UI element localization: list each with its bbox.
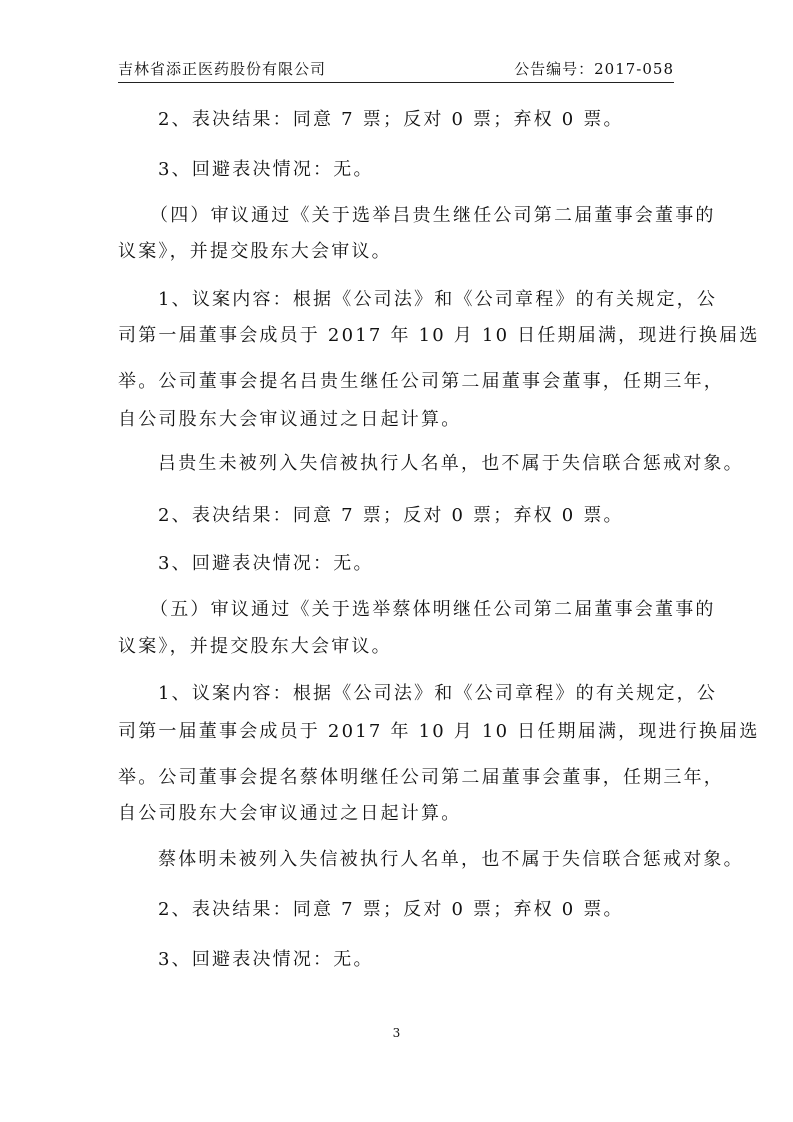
credit-status-line: 吕贵生未被列入失信被执行人名单，也不属于失信联合惩戒对象。 xyxy=(158,453,744,474)
proposal-content-line: 自公司股东大会审议通过之日起计算。 xyxy=(118,409,462,430)
announcement-number: 公告编号：2017-058 xyxy=(514,60,674,78)
proposal-content-line: 举。公司董事会提名蔡体明继任公司第二届董事会董事，任期三年， xyxy=(118,767,724,788)
proposal-content-line: 举。公司董事会提名吕贵生继任公司第二届董事会董事，任期三年， xyxy=(118,371,724,392)
section-heading-4: （四）审议通过《关于选举吕贵生继任公司第二届董事会董事的 xyxy=(150,205,716,226)
recusal-line: 3、回避表决情况：无。 xyxy=(158,553,374,574)
company-name: 吉林省添正医药股份有限公司 xyxy=(118,60,327,78)
vote-result-line: 2、表决结果：同意 7 票；反对 0 票；弃权 0 票。 xyxy=(158,109,624,130)
proposal-content-line: 司第一届董事会成员于 2017 年 10 月 10 日任期届满，现进行换届选 xyxy=(118,721,760,742)
vote-result-line: 2、表决结果：同意 7 票；反对 0 票；弃权 0 票。 xyxy=(158,505,624,526)
recusal-line: 3、回避表决情况：无。 xyxy=(158,159,374,180)
vote-result-line: 2、表决结果：同意 7 票；反对 0 票；弃权 0 票。 xyxy=(158,899,624,920)
section-heading-5-cont: 议案》，并提交股东大会审议。 xyxy=(118,636,392,657)
page-header xyxy=(118,56,674,83)
proposal-content-line: 1、议案内容：根据《公司法》和《公司章程》的有关规定，公 xyxy=(158,289,718,310)
proposal-content-line: 司第一届董事会成员于 2017 年 10 月 10 日任期届满，现进行换届选 xyxy=(118,325,760,346)
recusal-line: 3、回避表决情况：无。 xyxy=(158,949,374,970)
proposal-content-line: 1、议案内容：根据《公司法》和《公司章程》的有关规定，公 xyxy=(158,683,718,704)
section-heading-5: （五）审议通过《关于选举蔡体明继任公司第二届董事会董事的 xyxy=(150,599,716,620)
page-number: 3 xyxy=(392,1026,401,1040)
proposal-content-line: 自公司股东大会审议通过之日起计算。 xyxy=(118,803,462,824)
credit-status-line: 蔡体明未被列入失信被执行人名单，也不属于失信联合惩戒对象。 xyxy=(158,849,744,870)
section-heading-4-cont: 议案》，并提交股东大会审议。 xyxy=(118,241,392,262)
